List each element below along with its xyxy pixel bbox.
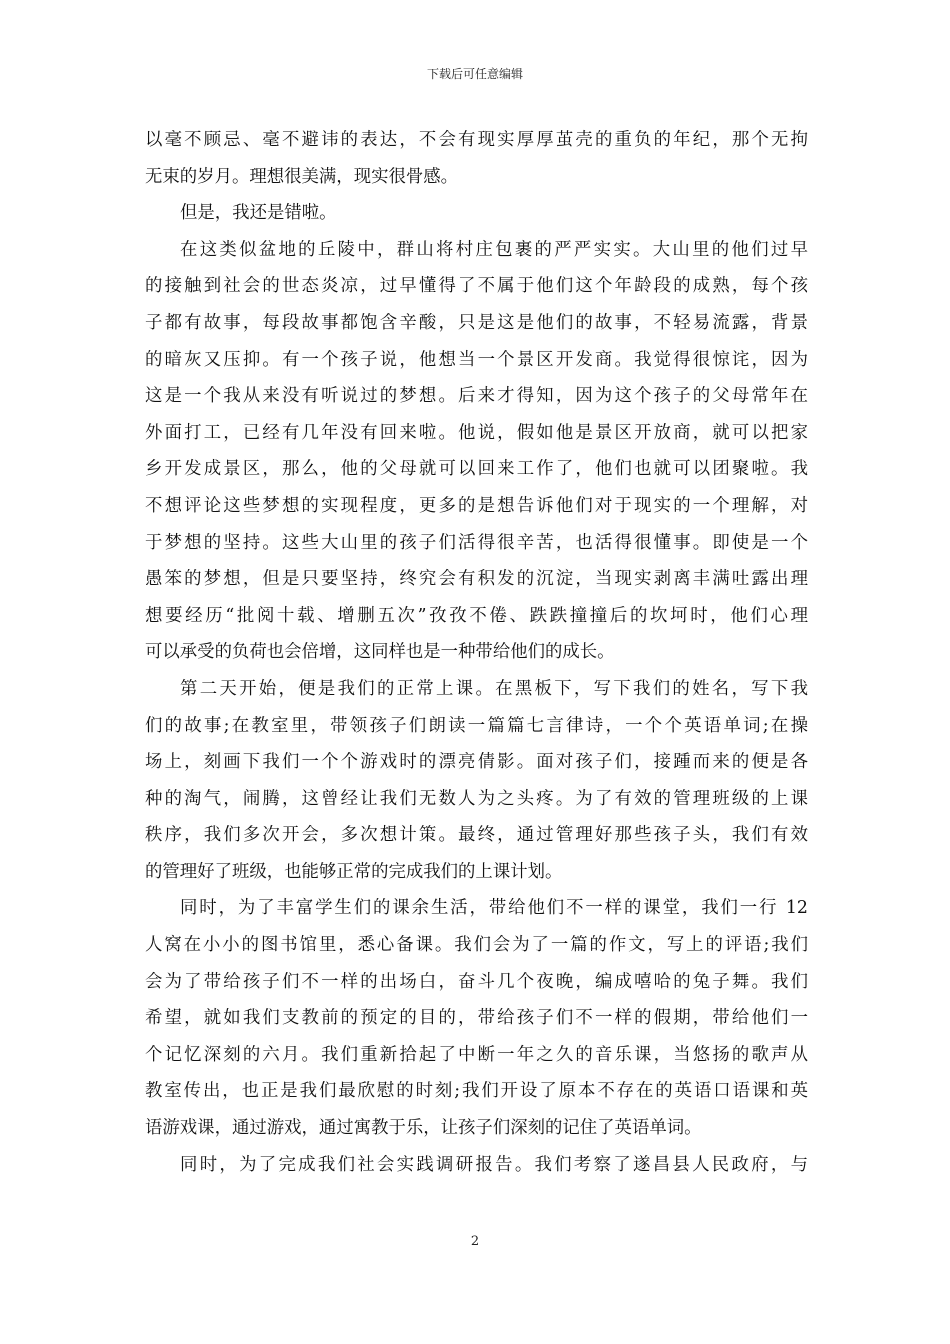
text-line: 场上，刻画下我们一个个游戏时的漂亮倩影。面对孩子们，接踵而来的便是各 bbox=[145, 752, 808, 773]
text-line: 第二天开始，便是我们的正常上课。在黑板下，写下我们的姓名，写下我 bbox=[180, 678, 808, 699]
page-number: 2 bbox=[470, 1234, 480, 1249]
text-line: 同时，为了丰富学生们的课余生活，带给他们不一样的课堂，我们一行 12 bbox=[180, 898, 808, 919]
text-line: 会为了带给孩子们不一样的出场白，奋斗几个夜晚，编成嘻哈的兔子舞。我们 bbox=[145, 971, 808, 992]
paragraph bbox=[145, 195, 808, 232]
paragraph bbox=[145, 890, 808, 1146]
text-line: 但是，我还是错啦。 bbox=[180, 203, 337, 224]
text-line: 们的故事;在教室里，带领孩子们朗读一篇篇七言律诗，一个个英语单词;在操 bbox=[145, 715, 808, 736]
text-line: 无束的岁月。理想很美满，现实很骨感。 bbox=[145, 166, 459, 187]
text-line: 于梦想的坚持。这些大山里的孩子们活得很辛苦，也活得很懂事。即使是一个 bbox=[145, 532, 808, 553]
text-line: 种的淘气，闹腾，这曾经让我们无数人为之头疼。为了有效的管理班级的上课 bbox=[145, 788, 808, 809]
paragraph bbox=[145, 1147, 808, 1184]
text-line: 外面打工，已经有几年没有回来啦。他说，假如他是景区开放商，就可以把家 bbox=[145, 422, 808, 443]
text-line: 人窝在小小的图书馆里，悉心备课。我们会为了一篇的作文，写上的评语;我们 bbox=[145, 935, 808, 956]
text-line: 个记忆深刻的六月。我们重新拾起了中断一年之久的音乐课，当悠扬的歌声从 bbox=[145, 1044, 808, 1065]
page-header: 下载后可任意编辑 bbox=[426, 67, 523, 81]
text-line: 这是一个我从来没有听说过的梦想。后来才得知，因为这个孩子的父母常年在 bbox=[145, 386, 808, 407]
text-line: 秩序，我们多次开会，多次想计策。最终，通过管理好那些孩子头，我们有效 bbox=[145, 825, 808, 846]
paragraph bbox=[145, 232, 808, 671]
text-line: 语游戏课，通过游戏，通过寓教于乐，让孩子们深刻的记住了英语单词。 bbox=[145, 1118, 702, 1139]
text-line: 愚笨的梦想，但是只要坚持，终究会有积发的沉淀，当现实剥离丰满吐露出理 bbox=[145, 569, 808, 590]
text-line: 的暗灰又压抑。有一个孩子说，他想当一个景区开发商。我觉得很惊诧，因为 bbox=[145, 349, 808, 370]
paragraph bbox=[145, 122, 808, 195]
text-line: 乡开发成景区，那么，他的父母就可以回来工作了，他们也就可以团聚啦。我 bbox=[145, 459, 808, 480]
text-line: 不想评论这些梦想的实现程度，更多的是想告诉他们对于现实的一个理解，对 bbox=[145, 495, 808, 516]
paragraph bbox=[145, 671, 808, 891]
document-body bbox=[145, 122, 808, 1183]
text-line: 子都有故事，每段故事都饱含辛酸，只是这是他们的故事，不轻易流露，背景 bbox=[145, 312, 808, 333]
text-line: 希望，就如我们支教前的预定的目的，带给孩子们不一样的假期，带给他们一 bbox=[145, 1008, 808, 1029]
text-line: 以毫不顾忌、毫不避讳的表达，不会有现实厚厚茧壳的重负的年纪，那个无拘 bbox=[145, 130, 808, 150]
text-line: 的管理好了班级，也能够正常的完成我们的上课计划。 bbox=[145, 861, 563, 882]
text-line: 想要经历“批阅十载、增删五次”孜孜不倦、跌跌撞撞后的坎坷时，他们心理 bbox=[145, 605, 808, 626]
text-line: 同时，为了完成我们社会实践调研报告。我们考察了遂昌县人民政府，与 bbox=[180, 1154, 808, 1175]
text-line: 教室传出，也正是我们最欣慰的时刻;我们开设了原本不存在的英语口语课和英 bbox=[145, 1081, 808, 1102]
text-line: 可以承受的负荷也会倍增，这同样也是一种带给他们的成长。 bbox=[145, 642, 615, 663]
text-line: 的接触到社会的世态炎凉，过早懂得了不属于他们这个年龄段的成熟，每个孩 bbox=[145, 276, 808, 297]
text-line: 在这类似盆地的丘陵中，群山将村庄包裹的严严实实。大山里的他们过早 bbox=[180, 239, 808, 260]
